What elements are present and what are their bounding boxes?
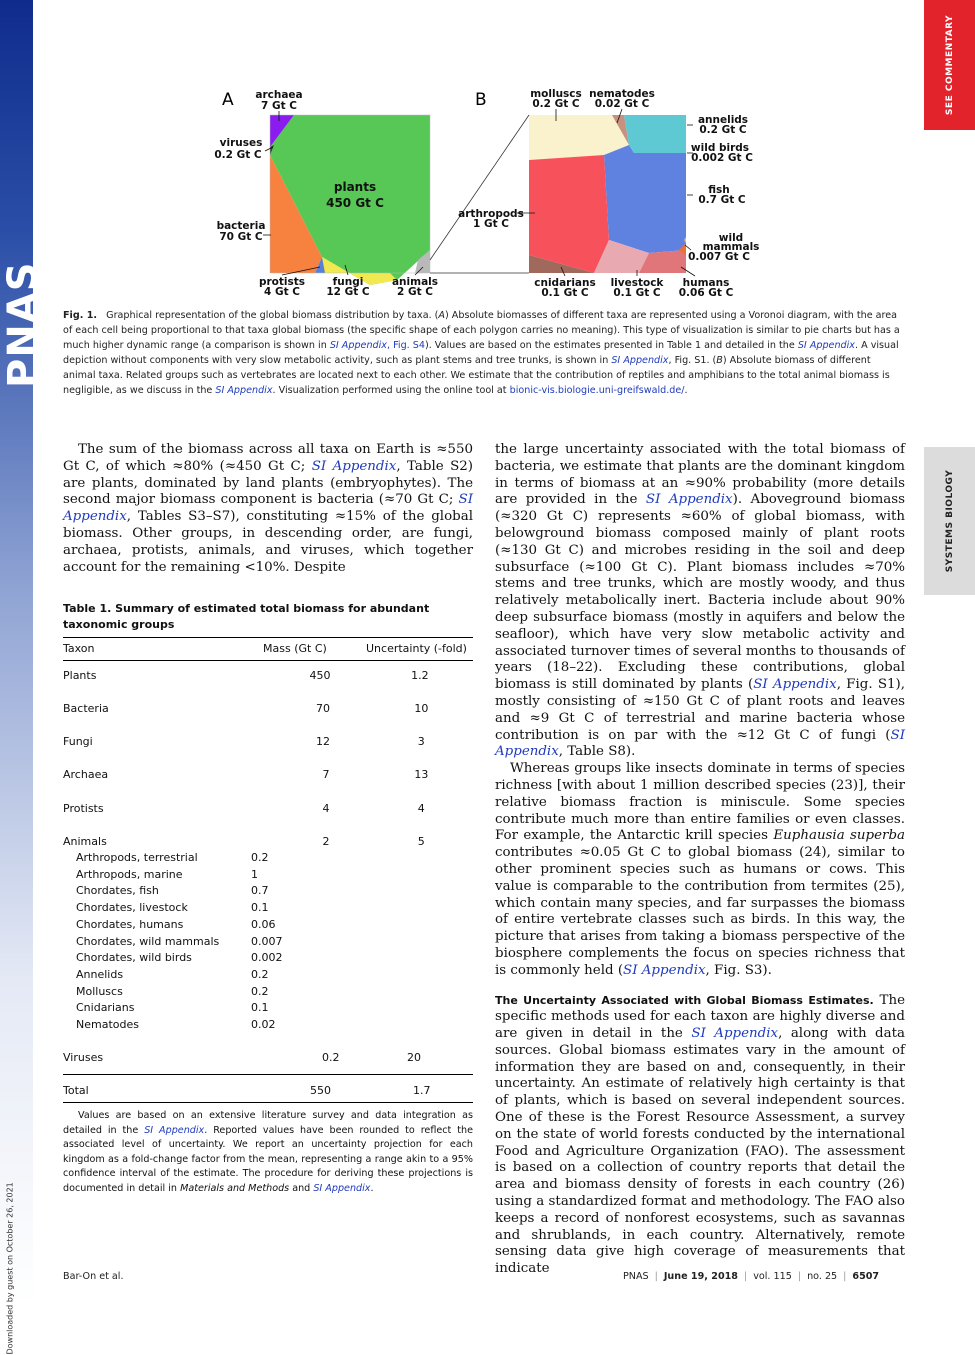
label-molluscs-value: 0.2 Gt C (532, 98, 580, 110)
label-plants: plants (333, 180, 377, 194)
panel-b (529, 115, 686, 273)
label-wild-birds: wild birds (690, 142, 750, 154)
si-appendix-link[interactable]: SI Appendix (623, 962, 706, 978)
si-appendix-link[interactable]: SI Appendix (144, 1124, 205, 1136)
table-header-uncertainty: Uncertainty (-fold) (366, 642, 467, 655)
table-bottom-rule (63, 1102, 473, 1103)
paragraph: The Uncertainty Associated with Global Biomass Estimates. The specific methods used for each taxon are highly diverse and are given in detail in the SI Appendix, along with data sources. Global biomass estimates vary in the amount of information they are based on and, consequently, in their uncertainty. An estimate of relatively high certainty is that of plants, which is based on several independent sources. One of these is the Forest Resource Assessment, a survey on the state of world forests conducted by the international Food and Agriculture Organization (FAO). The assessment is based on a collection of country reports that detail the area and biomass density of forests in each country (26) using a standardized format and methodology. The FAO also keeps a record of nonforest ecosystems, such as savannas and shrublands, in each country. Alternatively, remote sensing data give high coverage of measurements that indicate (495, 992, 905, 1277)
table-cell-subgroup: Annelids (76, 967, 124, 981)
footer-page: 6507 (852, 1271, 880, 1282)
see-commentary-tab[interactable] (924, 0, 975, 130)
si-appendix-link[interactable]: SI Appendix (329, 340, 387, 352)
table-header-mass: Mass (Gt C) (263, 642, 327, 655)
label-livestock-value: 0.1 Gt C (613, 287, 661, 299)
table-cell-uncertainty: 1.2 (411, 669, 429, 682)
table-header-taxon: Taxon (63, 642, 95, 655)
table-cell-subgroup: Arthropods, marine (76, 867, 183, 881)
table-cell-taxon: Fungi (63, 735, 93, 748)
si-appendix-link[interactable]: SI Appendix (691, 1026, 779, 1042)
table-cell-subgroup-mass: 0.06 (251, 917, 276, 931)
table-total-uncertainty: 1.7 (413, 1084, 431, 1097)
table-cell-subgroup: Chordates, wild mammals (76, 934, 220, 948)
label-archaea-value: 7 Gt C (261, 100, 297, 112)
see-commentary-label: SEE COMMENTARY (944, 14, 955, 116)
label-nematodes: nematodes (589, 88, 655, 100)
footer-journal: PNAS (623, 1271, 649, 1282)
panel-a-letter: A (222, 90, 234, 110)
table-cell-taxon: Plants (63, 669, 97, 682)
label-plants-value: 450 Gt C (326, 196, 384, 210)
journal-logo: PNAS (0, 261, 46, 388)
section-heading: The Uncertainty Associated with Global Biomass Estimates. (495, 993, 874, 1007)
cell-annelids (624, 115, 686, 153)
label-bacteria: bacteria (216, 220, 266, 232)
download-note: Downloaded by guest on October 26, 2021 (5, 1182, 15, 1355)
label-viruses-value: 0.2 Gt C (214, 149, 262, 161)
label-molluscs: molluscs (530, 88, 582, 100)
footer-volume: vol. 115 (753, 1271, 792, 1282)
footer-issue: no. 25 (807, 1271, 838, 1282)
si-appendix-link[interactable]: SI Appendix (495, 727, 905, 760)
table-cell-mass: 2 (322, 835, 330, 848)
section-tab (924, 447, 975, 595)
table-cell-subgroup-mass: 1 (251, 867, 258, 881)
table-cell-subgroup-mass: 0.002 (251, 951, 283, 965)
caption-label: Fig. 1. (63, 310, 98, 321)
label-wild-mammals-value: 0.007 Gt C (688, 251, 750, 263)
label-cnidarians-value: 0.1 Gt C (541, 287, 589, 299)
table-cell-subgroup: Molluscs (76, 984, 123, 998)
si-appendix-link[interactable]: SI Appendix (797, 340, 855, 352)
table-cell-subgroup: Arthropods, terrestrial (76, 851, 198, 864)
section-label: SYSTEMS BIOLOGY (944, 469, 955, 573)
cell-fish (604, 145, 686, 253)
table-cell-mass: 4 (322, 802, 330, 815)
left-column (63, 442, 473, 576)
table-cell-mass: 7 (322, 768, 330, 781)
table-cell-subgroup-mass: 0.02 (251, 1018, 276, 1031)
table-cell-subgroup: Cnidarians (76, 1001, 135, 1015)
voronoi-figure (205, 85, 765, 300)
table-total-rule (63, 1074, 473, 1075)
label-humans: humans (682, 277, 730, 289)
table-cell-subgroup-mass: 0.2 (251, 851, 269, 864)
fig-s4-link[interactable]: Fig. S4 (393, 340, 425, 352)
table-total-taxon: Total (63, 1084, 89, 1097)
table-cell-mass: 450 (309, 669, 331, 682)
table-title: Table 1. Summary of estimated total biomass for abundant taxonomic groups (63, 602, 430, 631)
table-cell-uncertainty: 13 (414, 768, 429, 781)
table-cell-subgroup-mass: 0.2 (251, 984, 269, 998)
label-archaea: archaea (255, 89, 303, 101)
si-appendix-link[interactable]: SI Appendix (311, 458, 397, 474)
label-annelids: annelids (697, 114, 749, 126)
cell-arthropods (529, 155, 609, 273)
table-cell-subgroup: Chordates, wild birds (76, 951, 192, 965)
figure-caption: Fig. 1. Graphical representation of the global biomass distribution by taxa. (A) Absolute biomasses of different taxa are represented using a Voronoi diagram, with the area of each cell being proportional to that taxa global biomass (the specific shape of each polygon carries no meaning). This type of visualization is similar to pie charts but has a much higher dynamic range (a comparison is shown in SI Appendix, Fig. S4). Values are based on the estimates presented in Table 1 and detailed in the SI Appendix. A visual depiction without components with very slow metabolic activity, such as plant stems and tree trunks, is shown in SI Appendix, Fig. S1. (B) Absolute biomass of different animal taxa. Related groups such as vertebrates are located next to each other. We estimate that the contribution of reptiles and amphibians to the total animal biomass is negligible, as we discuss in the SI Appendix. Visualization performed using the online tool at bionic-vis.biologie.uni-greifswald.de/. (63, 310, 900, 397)
footer-citation: PNAS | June 19, 2018 | vol. 115 | no. 25 | 6507 (623, 1271, 880, 1282)
si-appendix-link[interactable]: SI Appendix (215, 385, 273, 397)
si-appendix-link[interactable]: SI Appendix (63, 492, 473, 525)
label-fungi: fungi (332, 276, 364, 288)
label-livestock: livestock (610, 277, 664, 289)
label-animals: animals (391, 276, 439, 288)
table-cell-subgroup: Chordates, fish (76, 884, 159, 898)
table-total-mass: 550 (310, 1084, 331, 1097)
si-appendix-link[interactable]: SI Appendix (313, 1182, 371, 1194)
right-column (495, 442, 905, 1278)
si-appendix-link[interactable]: SI Appendix (611, 355, 669, 367)
si-appendix-link[interactable]: SI Appendix (645, 492, 733, 508)
label-wild-birds-value: 0.002 Gt C (691, 152, 753, 164)
table-cell-uncertainty: 4 (417, 802, 425, 815)
label-arthropods: arthropods (458, 208, 524, 220)
bionic-vis-link[interactable]: bionic-vis.biologie.uni-greifswald.de/ (509, 385, 685, 397)
table-cell-subgroup-mass: 0.007 (251, 934, 283, 948)
label-wild-mammals: wild (718, 232, 744, 244)
table-cell-subgroup-mass: 0.7 (251, 884, 269, 898)
label-animals-value: 2 Gt C (397, 286, 433, 298)
table-cell-subgroup: Chordates, humans (76, 917, 184, 931)
label-cnidarians: cnidarians (534, 277, 596, 289)
table-cell-uncertainty: 10 (414, 702, 429, 715)
table-cell-subgroup-mass: 0.1 (251, 1001, 269, 1015)
table-note: Values are based on an extensive literature survey and data integration as detailed in the SI Appendix. Reported values have been rounded to reflect the associated level of uncertainty. We report an uncertainty projection for each kingdom as a fold-change factor from the mean, representing a range akin to a 95% confidence interval of the estimate. The procedure for deriving these projections is documented in detail in Materials and Methods and SI Appendix. (63, 1110, 473, 1194)
paragraph: Whereas groups like insects dominate in terms of species richness [with about 1 million described species (23)], their relative biomass fraction is miniscule. Some species contribute much more than entire families or even classes. For example, the Antarctic krill species Euphausia superba contributes ≈0.05 Gt C to global biomass (24), similar to other prominent species such as humans or cows. This value is comparable to the contribution from termites (25), which contain many species, and far surpasses the biomass of entire vertebrate classes such as birds. In this way, the picture that arises from taking a biomass perspective of the biosphere complements the focus on species richness that is commonly held (SI Appendix, Fig. S3). (495, 761, 906, 978)
table-cell-taxon: Archaea (63, 768, 109, 781)
label-fish-value: 0.7 Gt C (698, 194, 746, 206)
table-cell-mass: 70 (316, 702, 330, 715)
table-cell-subgroup: Nematodes (76, 1018, 139, 1031)
table-cell-mass: 0.2 (322, 1051, 340, 1064)
label-protists-value: 4 Gt C (264, 286, 300, 298)
table-cell-taxon: Bacteria (63, 702, 109, 715)
label-nematodes-value: 0.02 Gt C (594, 98, 650, 110)
paragraph: The sum of the biomass across all taxa on Earth is ≈550 Gt C, of which ≈80% (≈450 Gt C; SI Appendix, Table S2) are plants, dominated by land plants (embryophytes). The second major biomass component is bacteria (≈70 Gt C; SI Appendix, Tables S3–S7), constituting ≈15% of the global biomass. Other groups, in descending order, are fungi, archaea, protists, animals, and viruses, which together account for the remaining <10%. Despite (63, 442, 473, 575)
label-arthropods-value: 1 Gt C (473, 218, 509, 230)
table-cell-subgroup: Chordates, livestock (76, 901, 188, 915)
label-fish: fish (708, 184, 730, 196)
table-cell-uncertainty: 5 (417, 835, 425, 848)
label-wild-mammals-2: mammals (702, 241, 760, 253)
si-appendix-link[interactable]: SI Appendix (753, 677, 837, 693)
table-header-rule (63, 660, 473, 661)
label-viruses: viruses (219, 137, 263, 149)
table-cell-uncertainty: 3 (417, 735, 425, 748)
paragraph: the large uncertainty associated with the total biomass of bacteria, we estimate that plants are the dominant kingdom in terms of biomass at an ≈90% probability (more details are provided in the SI Appendix). Aboveground biomass (≈320 Gt C) represents ≈60% of global biomass, with belowground biomass composed mainly of plant roots (≈130 Gt C) and microbes residing in the soil and deep subsurface (≈100 Gt C). Plant biomass includes ≈70% stems and tree trunks, which are mostly woody, and thus relatively metabolically inert. Bacteria include about 90% deep subsurface biomass (mostly in aquifers and below the seafloor), which have very slow metabolic activity and associated turnover times of several months to thousands of years (18–22). Excluding these contributions, global biomass is still dominated by plants (SI Appendix, Fig. S1), mostly consisting of ≈150 Gt C of plant roots and leaves and ≈9 Gt C of terrestrial and marine bacteria whose contribution is on par with the ≈12 Gt C of fungi (SI Appendix, Table S8). (495, 442, 905, 760)
table-cell-subgroup-mass: 0.2 (251, 967, 269, 981)
table-cell-taxon: Viruses (63, 1051, 104, 1064)
table-cell-subgroup-mass: 0.1 (251, 901, 269, 915)
label-humans-value: 0.06 Gt C (678, 287, 734, 299)
label-protists: protists (258, 276, 306, 288)
footer-authors: Bar-On et al. (63, 1271, 124, 1282)
label-bacteria-value: 70 Gt C (219, 231, 263, 243)
label-fungi-value: 12 Gt C (326, 286, 370, 298)
table-cell-uncertainty: 20 (407, 1051, 421, 1064)
table-cell-taxon: Protists (63, 802, 104, 815)
table-cell-taxon: Animals (63, 835, 107, 848)
table-cell-mass: 12 (316, 735, 330, 748)
table-top-rule (63, 637, 473, 638)
footer-date: June 19, 2018 (663, 1271, 738, 1282)
panel-b-letter: B (475, 90, 487, 110)
label-annelids-value: 0.2 Gt C (699, 124, 747, 136)
